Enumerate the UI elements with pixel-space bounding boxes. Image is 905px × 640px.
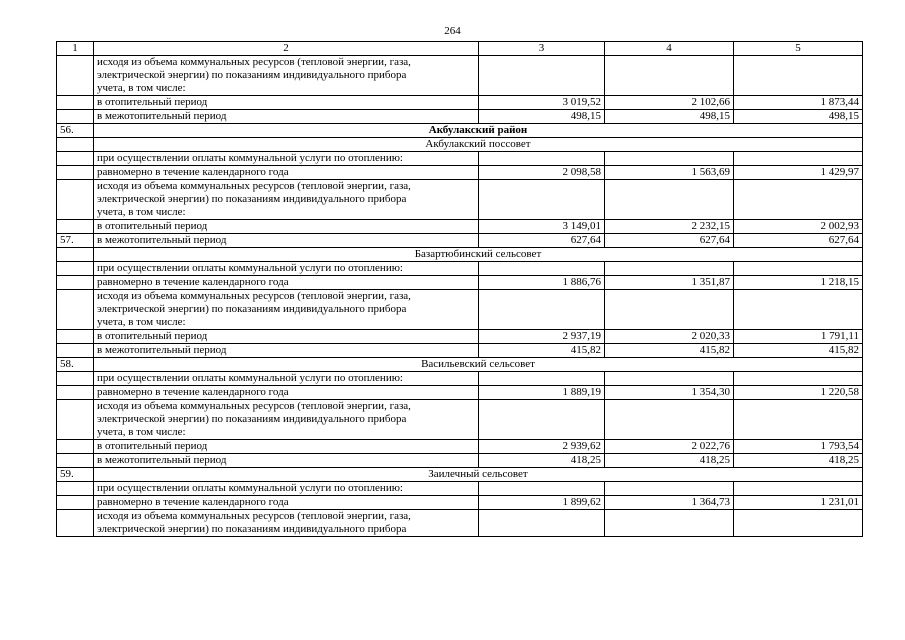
table-row [57, 440, 863, 454]
table-row-group [57, 56, 863, 96]
row-label: в отопительный период [94, 440, 479, 454]
page-number: 264 [444, 25, 461, 37]
row-label-line: электрической энергии) по показаниям индивидуального прибора [97, 69, 407, 81]
row-label: равномерно в течение календарного года [94, 386, 479, 400]
row-number [57, 482, 94, 496]
value-col-4 [605, 400, 734, 440]
value-col-3: 1 886,76 [479, 276, 605, 290]
row-label: при осуществлении оплаты коммунальной услуги по отоплению: [94, 482, 479, 496]
row-number [57, 454, 94, 468]
table-row-group [57, 400, 863, 440]
table-row [57, 386, 863, 400]
value-col-5 [734, 180, 863, 220]
value-col-4 [605, 152, 734, 166]
table-row-group [57, 510, 863, 537]
row-number [57, 440, 94, 454]
column-header: 4 [605, 42, 734, 56]
value-col-3 [479, 510, 605, 537]
row-label [94, 180, 479, 220]
row-label: при осуществлении оплаты коммунальной услуги по отоплению: [94, 262, 479, 276]
table-row [57, 276, 863, 290]
value-col-4: 418,25 [605, 454, 734, 468]
row-label: в межотопительный период [94, 344, 479, 358]
value-col-5 [734, 56, 863, 96]
value-col-4 [605, 290, 734, 330]
value-col-3 [479, 180, 605, 220]
row-number [57, 386, 94, 400]
row-label: равномерно в течение календарного года [94, 276, 479, 290]
value-col-4: 498,15 [605, 110, 734, 124]
row-number [57, 248, 94, 262]
value-col-5: 2 002,93 [734, 220, 863, 234]
value-col-5 [734, 290, 863, 330]
table-row [57, 166, 863, 180]
table-row-group [57, 290, 863, 330]
value-col-3: 418,25 [479, 454, 605, 468]
row-label [94, 400, 479, 440]
row-number [57, 220, 94, 234]
row-label-line: исходя из объема коммунальных ресурсов (тепловой энергии, газа, [97, 510, 411, 522]
value-col-5: 1 231,01 [734, 496, 863, 510]
value-col-4 [605, 372, 734, 386]
row-label: в отопительный период [94, 96, 479, 110]
value-col-5: 1 220,58 [734, 386, 863, 400]
table-row [57, 220, 863, 234]
table-row [57, 330, 863, 344]
row-label: в отопительный период [94, 330, 479, 344]
table-row-note [57, 262, 863, 276]
value-col-3 [479, 262, 605, 276]
section-title: Васильевский сельсовет [94, 358, 863, 372]
tariff-table [56, 41, 863, 537]
value-col-3: 498,15 [479, 110, 605, 124]
district-title: Акбулакский район [94, 124, 863, 138]
section-row [57, 248, 863, 262]
row-label: в отопительный период [94, 220, 479, 234]
section-row [57, 358, 863, 372]
value-col-3 [479, 152, 605, 166]
table-body [57, 56, 863, 537]
value-col-4 [605, 482, 734, 496]
row-label: равномерно в течение календарного года [94, 496, 479, 510]
row-number: 59. [57, 468, 94, 482]
table-row [57, 110, 863, 124]
district-row [57, 124, 863, 138]
column-header: 3 [479, 42, 605, 56]
row-label-line: исходя из объема коммунальных ресурсов (тепловой энергии, газа, [97, 56, 411, 68]
section-title: Акбулакский поссовет [94, 138, 863, 152]
value-col-4: 2 102,66 [605, 96, 734, 110]
row-number [57, 276, 94, 290]
row-label [94, 510, 479, 537]
value-col-3: 2 098,58 [479, 166, 605, 180]
value-col-4: 2 020,33 [605, 330, 734, 344]
row-number [57, 152, 94, 166]
value-col-4: 2 232,15 [605, 220, 734, 234]
value-col-3: 2 939,62 [479, 440, 605, 454]
value-col-3: 2 937,19 [479, 330, 605, 344]
row-label-line: учета, в том числе: [97, 82, 186, 94]
table-row [57, 454, 863, 468]
table-row [57, 96, 863, 110]
value-col-3: 1 889,19 [479, 386, 605, 400]
value-col-5 [734, 152, 863, 166]
row-number [57, 400, 94, 440]
value-col-4 [605, 510, 734, 537]
value-col-4: 1 354,30 [605, 386, 734, 400]
value-col-5 [734, 400, 863, 440]
value-col-3: 627,64 [479, 234, 605, 248]
row-number [57, 138, 94, 152]
section-row [57, 138, 863, 152]
value-col-5 [734, 372, 863, 386]
row-number [57, 96, 94, 110]
row-number [57, 180, 94, 220]
value-col-4 [605, 180, 734, 220]
row-number [57, 262, 94, 276]
table-row-note [57, 482, 863, 496]
value-col-4 [605, 56, 734, 96]
value-col-5: 1 791,11 [734, 330, 863, 344]
value-col-4: 627,64 [605, 234, 734, 248]
row-number [57, 330, 94, 344]
row-label [94, 290, 479, 330]
value-col-5: 1 429,97 [734, 166, 863, 180]
value-col-5: 627,64 [734, 234, 863, 248]
value-col-4: 1 351,87 [605, 276, 734, 290]
value-col-5: 498,15 [734, 110, 863, 124]
value-col-3 [479, 400, 605, 440]
row-number: 58. [57, 358, 94, 372]
value-col-3 [479, 290, 605, 330]
row-label: при осуществлении оплаты коммунальной услуги по отоплению: [94, 152, 479, 166]
value-col-4: 1 563,69 [605, 166, 734, 180]
value-col-5 [734, 510, 863, 537]
row-number [57, 290, 94, 330]
table-row-note [57, 372, 863, 386]
value-col-3: 415,82 [479, 344, 605, 358]
row-label: в межотопительный период [94, 234, 479, 248]
value-col-3 [479, 56, 605, 96]
value-col-3 [479, 372, 605, 386]
row-label-line: исходя из объема коммунальных ресурсов (тепловой энергии, газа, [97, 290, 411, 302]
value-col-3 [479, 482, 605, 496]
section-row [57, 468, 863, 482]
row-number [57, 510, 94, 537]
row-label-line: учета, в том числе: [97, 426, 186, 438]
value-col-5 [734, 482, 863, 496]
value-col-4: 1 364,73 [605, 496, 734, 510]
value-col-4 [605, 262, 734, 276]
section-title: Базартюбинский сельсовет [94, 248, 863, 262]
row-number [57, 344, 94, 358]
column-header-row [57, 42, 863, 56]
row-label-line: исходя из объема коммунальных ресурсов (тепловой энергии, газа, [97, 400, 411, 412]
table-row [57, 344, 863, 358]
row-label: равномерно в течение календарного года [94, 166, 479, 180]
row-label-line: учета, в том числе: [97, 316, 186, 328]
value-col-5: 415,82 [734, 344, 863, 358]
table-row-group [57, 180, 863, 220]
row-number [57, 56, 94, 96]
row-label-line: электрической энергии) по показаниям индивидуального прибора [97, 193, 407, 205]
row-label: при осуществлении оплаты коммунальной услуги по отоплению: [94, 372, 479, 386]
row-label-line: электрической энергии) по показаниям индивидуального прибора [97, 523, 407, 535]
column-header: 2 [94, 42, 479, 56]
row-number [57, 110, 94, 124]
value-col-3: 1 899,62 [479, 496, 605, 510]
value-col-4: 2 022,76 [605, 440, 734, 454]
value-col-5: 1 218,15 [734, 276, 863, 290]
row-number [57, 496, 94, 510]
value-col-3: 3 019,52 [479, 96, 605, 110]
row-label [94, 56, 479, 96]
value-col-5 [734, 262, 863, 276]
column-header: 5 [734, 42, 863, 56]
value-col-5: 1 873,44 [734, 96, 863, 110]
row-number [57, 166, 94, 180]
column-header: 1 [57, 42, 94, 56]
value-col-3: 3 149,01 [479, 220, 605, 234]
value-col-5: 1 793,54 [734, 440, 863, 454]
table-row [57, 496, 863, 510]
value-col-4: 415,82 [605, 344, 734, 358]
row-label-line: электрической энергии) по показаниям индивидуального прибора [97, 413, 407, 425]
table-row-note [57, 152, 863, 166]
row-label: в межотопительный период [94, 110, 479, 124]
row-label-line: учета, в том числе: [97, 206, 186, 218]
row-number [57, 372, 94, 386]
row-label: в межотопительный период [94, 454, 479, 468]
row-label-line: электрической энергии) по показаниям индивидуального прибора [97, 303, 407, 315]
row-label-line: исходя из объема коммунальных ресурсов (тепловой энергии, газа, [97, 180, 411, 192]
value-col-5: 418,25 [734, 454, 863, 468]
row-number: 57. [57, 234, 94, 248]
section-title: Заилечный сельсовет [94, 468, 863, 482]
table-row [57, 234, 863, 248]
row-number: 56. [57, 124, 94, 138]
